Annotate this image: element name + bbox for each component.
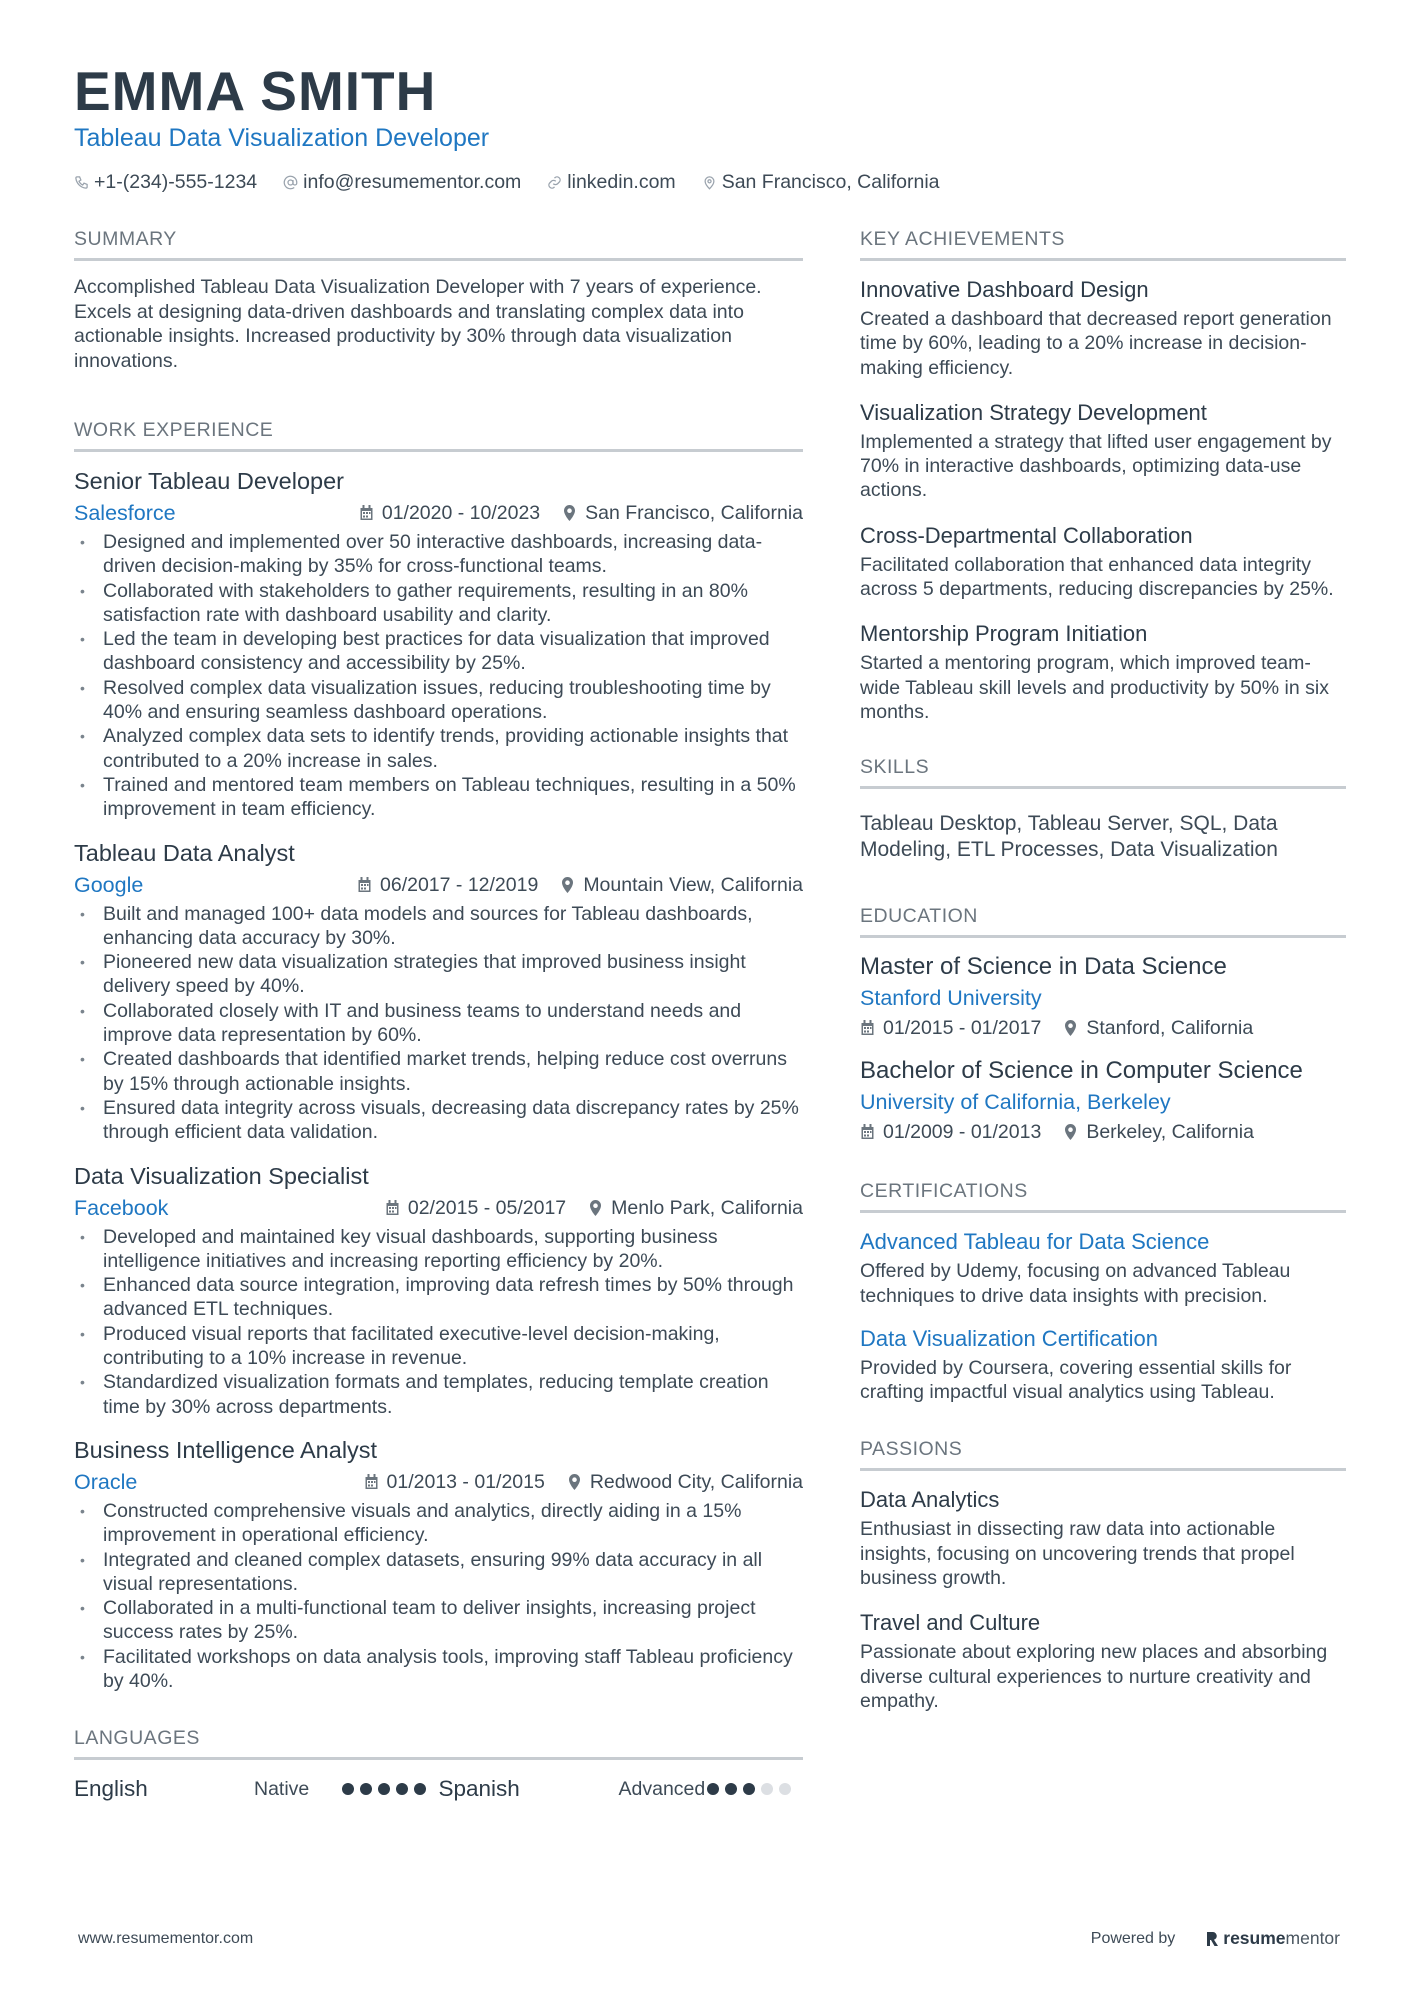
date-range <box>359 499 540 527</box>
proficiency-dot <box>743 1783 755 1795</box>
language-item <box>74 1776 439 1802</box>
summary-heading: SUMMARY <box>74 226 803 261</box>
job-dates-location <box>385 1194 803 1222</box>
proficiency-dot <box>761 1783 773 1795</box>
company-name: Salesforce <box>74 501 176 525</box>
job-bullets <box>74 1499 803 1693</box>
bullet-item: • Ensured data integrity across visuals, decreasing data discrepancy rates by 25% through efficient data validation. <box>74 1096 803 1145</box>
achievement-title: Mentorship Program Initiation <box>860 621 1148 647</box>
job-entry <box>74 1435 803 1693</box>
contact-phone <box>74 168 257 196</box>
date-text: 01/2020 - 10/2023 <box>381 502 541 524</box>
certifications-heading: CERTIFICATIONS <box>860 1178 1346 1213</box>
location <box>1063 1118 1254 1146</box>
calendar-icon <box>860 1020 875 1036</box>
job-title: Business Intelligence Analyst <box>74 1436 378 1463</box>
experience-section <box>74 417 803 1693</box>
passion-title: Data Analytics <box>860 1487 1000 1513</box>
date-text: 02/2015 - 05/2017 <box>407 1196 567 1219</box>
date-range <box>385 1194 566 1222</box>
contact-location <box>702 168 940 196</box>
calendar-icon <box>385 1200 400 1216</box>
calendar-icon <box>860 1124 875 1140</box>
proficiency-dot <box>779 1783 791 1795</box>
skills-text: Tableau Desktop, Tableau Server, SQL, Data Modeling, ETL Processes, Data Visualization <box>860 812 1278 862</box>
school-name: University of California, Berkeley <box>860 1090 1171 1115</box>
location-text: Mountain View, California <box>583 873 803 896</box>
achievement-list <box>860 275 1346 724</box>
bullet-item: • Developed and maintained key visual dashboards, supporting business intelligence initiatives and increasing reporting efficiency by 20%. <box>74 1225 803 1274</box>
proficiency-dot <box>396 1783 408 1795</box>
education-section <box>860 903 1346 1146</box>
job-bullets <box>74 902 803 1145</box>
achievement-title: Innovative Dashboard Design <box>860 277 1149 302</box>
job-entry <box>74 1161 803 1419</box>
location-text: Menlo Park, California <box>611 1196 803 1219</box>
right-column <box>860 226 1346 1739</box>
link-icon <box>547 175 562 190</box>
certification-item <box>860 1227 1346 1308</box>
at-icon <box>283 175 298 190</box>
job-title: Tableau Data Analyst <box>74 839 295 866</box>
job-bullets <box>74 530 803 822</box>
job-meta <box>74 871 803 899</box>
summary-text: Accomplished Tableau Data Visualization Developer with 7 years of experience. Excels at designing data-driven dashboards and translating complex data into actionable insights. Increased productivity by 30% through data visualization innovations. <box>74 276 762 372</box>
passion-desc: Passionate about exploring new places and absorbing diverse cultural experiences to nurture creativity and empathy. <box>860 1641 1328 1712</box>
certifications-section <box>860 1178 1346 1404</box>
achievement-desc: Implemented a strategy that lifted user engagement by 70% in interactive dashboards, optimizing data-use actions. <box>860 430 1332 502</box>
language-level: Native <box>254 1777 310 1800</box>
bullet-item: • Collaborated closely with IT and business teams to understand needs and improve data representation by 60%. <box>74 999 803 1048</box>
passion-title: Travel and Culture <box>860 1610 1041 1636</box>
email-text[interactable]: info@resumementor.com <box>303 171 522 193</box>
job-meta <box>74 1194 803 1222</box>
company-name: Oracle <box>74 1469 138 1494</box>
proficiency-dot <box>725 1783 737 1795</box>
achievements-section <box>860 226 1346 724</box>
job-dates-location <box>359 499 803 527</box>
bullet-item: • Produced visual reports that facilitated executive-level decision-making, contributing to a 10% increase in revenue. <box>74 1322 803 1371</box>
certification-desc: Offered by Udemy, focusing on advanced Tableau techniques to drive data insights with precision. <box>860 1260 1291 1307</box>
powered-by-text: Powered by <box>1090 1929 1176 1947</box>
brand-rest: mentor <box>1285 1928 1340 1948</box>
passion-desc: Enthusiast in dissecting raw data into actionable insights, focusing on uncovering trends that propel business growth. <box>860 1518 1295 1590</box>
language-list <box>74 1776 803 1802</box>
passions-heading: PASSIONS <box>860 1436 1346 1471</box>
phone-text: +1-(234)-555-1234 <box>94 171 258 193</box>
location-text: San Francisco, California <box>721 171 940 193</box>
bullet-item: • Facilitated workshops on data analysis tools, improving staff Tableau proficiency by 40%. <box>74 1645 803 1694</box>
date-text: 01/2013 - 01/2015 <box>386 1470 545 1493</box>
certification-title: Advanced Tableau for Data Science <box>860 1229 1210 1255</box>
resume-header <box>74 58 1354 196</box>
job-list <box>74 466 803 1693</box>
location <box>560 871 803 899</box>
proficiency-dots <box>707 1783 797 1795</box>
passion-item <box>860 1608 1346 1713</box>
experience-heading: WORK EXPERIENCE <box>74 417 803 452</box>
job-dates-location <box>364 1468 803 1496</box>
proficiency-dot <box>342 1783 354 1795</box>
proficiency-dot <box>360 1783 372 1795</box>
passion-item <box>860 1485 1346 1590</box>
languages-section <box>74 1725 803 1802</box>
date-text: 06/2017 - 12/2019 <box>380 873 539 896</box>
contact-linkedin[interactable] <box>547 168 675 196</box>
language-item <box>439 1776 804 1802</box>
candidate-name: EMMA SMITH <box>74 60 437 122</box>
certification-desc: Provided by Coursera, covering essential skills for crafting impactful visual analytics using Tableau. <box>860 1356 1292 1404</box>
date-text: 01/2015 - 01/2017 <box>883 1017 1042 1040</box>
calendar-icon <box>357 877 372 893</box>
education-meta <box>860 1118 1346 1146</box>
location-pin-icon <box>562 505 577 521</box>
job-dates-location <box>357 871 803 899</box>
passions-section <box>860 1436 1346 1713</box>
phone-icon <box>74 175 89 190</box>
location-pin-icon <box>702 175 717 190</box>
proficiency-dot <box>707 1783 719 1795</box>
bullet-item: • Standardized visualization formats and templates, reducing template creation time by 30% across departments. <box>74 1370 803 1419</box>
language-name: English <box>74 1776 148 1802</box>
location-pin-icon <box>588 1200 603 1216</box>
location-pin-icon <box>567 1474 582 1490</box>
skills-section <box>860 754 1346 863</box>
achievement-desc: Started a mentoring program, which improved team-wide Tableau skill levels and productivity by 50% in six months. <box>860 652 1329 723</box>
achievement-title: Visualization Strategy Development <box>860 399 1207 425</box>
proficiency-dot <box>378 1783 390 1795</box>
job-meta <box>74 1468 803 1496</box>
job-title: Senior Tableau Developer <box>74 468 344 494</box>
location <box>1063 1014 1253 1042</box>
school-name: Stanford University <box>860 986 1042 1011</box>
company-name: Google <box>74 872 144 897</box>
location <box>588 1194 803 1222</box>
certification-list <box>860 1227 1346 1404</box>
certification-item <box>860 1324 1346 1405</box>
bullet-item: • Created dashboards that identified market trends, helping reduce cost overruns by 15% through actionable insights. <box>74 1047 803 1096</box>
job-entry <box>74 838 803 1145</box>
job-title: Data Visualization Specialist <box>74 1162 369 1189</box>
location-pin-icon <box>1063 1124 1078 1140</box>
certification-title: Data Visualization Certification <box>860 1325 1158 1351</box>
achievement-item <box>860 398 1346 503</box>
brand-logo[interactable] <box>1205 1928 1340 1949</box>
company-name: Facebook <box>74 1195 169 1220</box>
bullet-item: • Integrated and cleaned complex datasets, ensuring 99% data accuracy in all visual representations. <box>74 1548 803 1597</box>
location-text: San Francisco, California <box>585 502 803 524</box>
location <box>562 499 803 527</box>
location <box>567 1468 803 1496</box>
bullet-item: • Enhanced data source integration, improving data refresh times by 50% through advanced ETL techniques. <box>74 1273 803 1322</box>
date-range <box>364 1468 545 1496</box>
language-level: Advanced <box>618 1777 706 1800</box>
achievement-item <box>860 275 1346 380</box>
language-name: Spanish <box>438 1776 520 1802</box>
left-column <box>74 226 803 1828</box>
proficiency-dots <box>342 1783 432 1795</box>
date-range <box>357 871 538 899</box>
bullet-item: • Designed and implemented over 50 interactive dashboards, increasing data-driven decision-making by 35% for cross-functional teams. <box>74 530 803 579</box>
proficiency-dot <box>414 1783 426 1795</box>
bullet-item: • Led the team in developing best practices for data visualization that improved dashboard consistency and accessibility by 25%. <box>74 627 803 676</box>
footer-powered <box>1091 1928 1340 1949</box>
contact-email[interactable] <box>283 168 521 196</box>
languages-heading: LANGUAGES <box>74 1725 803 1760</box>
education-heading: EDUCATION <box>860 903 1346 938</box>
achievement-desc: Created a dashboard that decreased report generation time by 60%, leading to a 20% increase in decision-making efficiency. <box>860 308 1332 379</box>
education-list <box>860 952 1346 1146</box>
passion-list <box>860 1485 1346 1713</box>
job-entry <box>74 466 803 822</box>
degree: Bachelor of Science in Computer Science <box>860 1057 1303 1085</box>
location-text: Berkeley, California <box>1086 1121 1254 1144</box>
bullet-item: • Trained and mentored team members on Tableau techniques, resulting in a 50% improvement in team efficiency. <box>74 773 803 822</box>
date-text: 01/2009 - 01/2013 <box>883 1121 1042 1144</box>
brand-bold: resume <box>1223 1928 1286 1948</box>
candidate-title: Tableau Data Visualization Developer <box>74 124 490 152</box>
resumementor-logo-icon <box>1205 1931 1219 1947</box>
education-meta <box>860 1014 1346 1042</box>
achievement-desc: Facilitated collaboration that enhanced data integrity across 5 departments, reducing discrepancies by 25%. <box>860 553 1334 601</box>
location-pin-icon <box>560 877 575 893</box>
location-pin-icon <box>1063 1020 1078 1036</box>
job-bullets <box>74 1225 803 1419</box>
achievement-item <box>860 521 1346 602</box>
bullet-item: • Collaborated in a multi-functional team to deliver insights, increasing project success rates by 25%. <box>74 1596 803 1645</box>
linkedin-text[interactable]: linkedin.com <box>567 171 676 193</box>
bullet-item: • Collaborated with stakeholders to gather requirements, resulting in an 80% satisfaction rate with dashboard usability and clarity. <box>74 579 803 628</box>
bullet-item: • Resolved complex data visualization issues, reducing troubleshooting time by 40% and ensuring seamless dashboard operations. <box>74 676 803 725</box>
calendar-icon <box>364 1474 379 1490</box>
location-text: Redwood City, California <box>589 1470 803 1493</box>
location-text: Stanford, California <box>1086 1017 1254 1040</box>
job-meta <box>74 499 803 527</box>
achievement-item <box>860 619 1346 724</box>
bullet-item: • Constructed comprehensive visuals and analytics, directly aiding in a 15% improvement in operational efficiency. <box>74 1499 803 1548</box>
contact-bar <box>74 168 1354 196</box>
summary-section <box>74 226 803 373</box>
skills-heading: SKILLS <box>860 754 1346 789</box>
bullet-item: • Analyzed complex data sets to identify trends, providing actionable insights that contributed to a 20% increase in sales. <box>74 724 803 773</box>
date-range <box>860 1118 1041 1146</box>
date-range <box>860 1014 1041 1042</box>
achievements-heading: KEY ACHIEVEMENTS <box>860 226 1346 261</box>
calendar-icon <box>359 505 374 521</box>
bullet-item: • Built and managed 100+ data models and sources for Tableau dashboards, enhancing data accuracy by 30%. <box>74 902 803 951</box>
achievement-title: Cross-Departmental Collaboration <box>860 522 1193 548</box>
education-item <box>860 1056 1346 1146</box>
education-item <box>860 952 1346 1042</box>
degree: Master of Science in Data Science <box>860 953 1227 981</box>
bullet-item: • Pioneered new data visualization strategies that improved business insight delivery speed by 40%. <box>74 950 803 999</box>
footer-website[interactable]: www.resumementor.com <box>78 1930 254 1947</box>
